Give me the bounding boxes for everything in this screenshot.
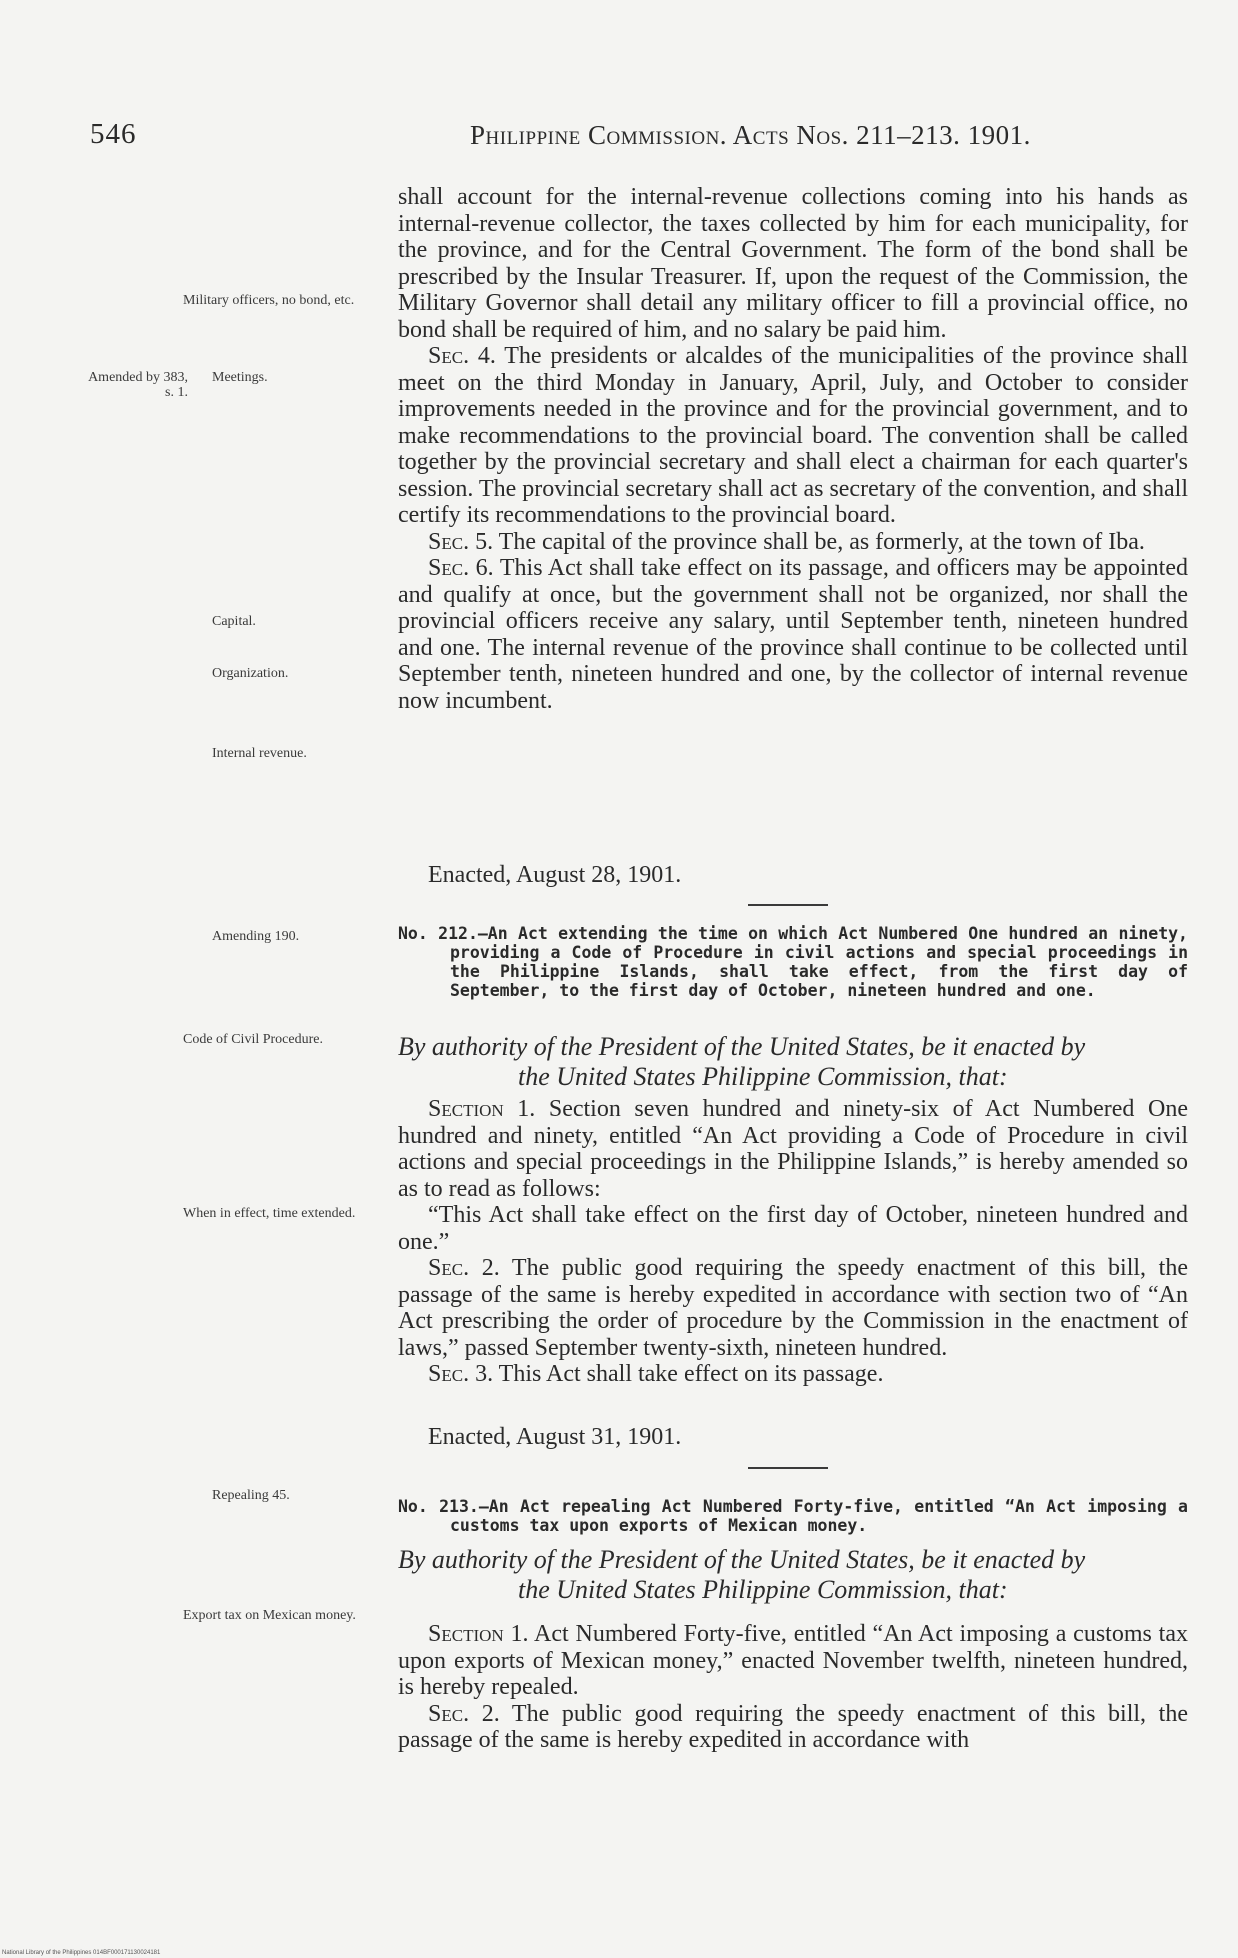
section-text: Section seven hundred and ninety-six of Act Numbered One hundred and ninety, entitled “An Act providing a Code of Procedure in civil actions and special proceedings in the Philippine Islands,” is hereby amended so as to read as follows: [398, 1096, 1189, 1202]
act-212-section-2 [398, 1255, 1188, 1361]
section-label: Sec. 6. [428, 555, 494, 581]
act-212-enacting-clause: By authority of the President of the United States, be it enacted by the United States Philippine Commission, that: [398, 1032, 1086, 1091]
margin-note-organization: Organization. [212, 666, 289, 681]
act-213-enacting-clause: By authority of the President of the United States, be it enacted by the United States Philippine Commission, that: [398, 1545, 1086, 1604]
margin-note-military-officers: Military officers, no bond, etc. [183, 293, 355, 308]
section-label: Sec. 2. [428, 1700, 500, 1727]
section-text: The public good requiring the speedy enactment of this bill, the passage of the same is hereby expedited in accordance with [398, 1700, 1188, 1753]
section-label: Sec. 5. [428, 528, 494, 555]
running-head: Philippine Commission. Acts Nos. 211–213. 1901. [470, 120, 1031, 150]
act-212-enacted-date: Enacted, August 31, 1901. [428, 1424, 682, 1450]
section-text: The public good requiring the speedy enactment of this bill, the passage of the same is hereby expedited in accordance with section two of “An Act prescribing the order of procedure by the Commission in the enactment of laws,” passed September twenty-sixth, nineteen hundred. [398, 1255, 1188, 1361]
section-label: Sec. 4. [428, 343, 496, 369]
act-212-quote: “This Act shall take effect on the first day of October, nineteen hundred and one.” [398, 1202, 1188, 1255]
section-text: This Act shall take effect on its passage, and officers may be appointed and qualify at once, but the government shall not be organized, nor shall the provincial officers receive any salary, until September tenth, nineteen hundred and one. The internal revenue of the province shall continue to be collected until September tenth, nineteen hundred and one, by the collector of internal revenue now incumbent. [398, 555, 1188, 714]
section-text: The capital of the province shall be, as formerly, at the town of Iba. [498, 528, 1145, 555]
act-213-body [398, 1621, 1188, 1754]
footer-credit: National Library of the Philippines 014BF000171130024181 [2, 1950, 161, 1956]
section-label: Sec. 3. [428, 1361, 494, 1387]
margin-note-meetings: Meetings. [212, 370, 268, 385]
act-211-enacted-date: Enacted, August 28, 1901. [428, 862, 682, 888]
section-label: Section 1. [428, 1621, 529, 1647]
margin-note-amending-190: Amending 190. [212, 929, 300, 944]
section-text: This Act shall take effect on its passage. [498, 1361, 884, 1387]
margin-note-repealing-45: Repealing 45. [212, 1488, 290, 1503]
page-number: 546 [90, 118, 137, 150]
act-212-section-3 [398, 1361, 1188, 1388]
section-text: Act Numbered Forty-five, entitled “An Act imposing a customs tax upon exports of Mexican money,” enacted November twelfth, nineteen hundred, is hereby repealed. [398, 1621, 1188, 1700]
margin-note-export-tax: Export tax on Mexican money. [183, 1608, 356, 1623]
act-211-body [398, 184, 1188, 714]
act-213-section-1 [398, 1621, 1188, 1701]
margin-note-internal-revenue: Internal revenue. [212, 746, 307, 761]
section-divider [748, 904, 828, 906]
section-divider [748, 1467, 828, 1469]
margin-note-code-civil-procedure: Code of Civil Procedure. [183, 1032, 323, 1047]
margin-note-capital: Capital. [212, 614, 256, 629]
section-text: The presidents or alcaldes of the municipalities of the province shall meet on the third Monday in January, April, July, and October to consider improvements needed in the province and for the provincial government, and to make recommendations to the provincial board. The convention shall be called together by the provincial secretary and shall elect a chairman for each quarter's session. The provincial secretary shall act as secretary of the convention, and shall certify its recommendations to the provincial board. [398, 343, 1188, 528]
page-header [90, 118, 1120, 158]
act-211-section-4 [398, 343, 1188, 529]
margin-note-when-in-effect: When in effect, time extended. [183, 1206, 356, 1221]
act-213-section-2 [398, 1701, 1188, 1754]
act-213-heading: No. 213.—An Act repealing Act Numbered Forty-five, entitled “An Act imposing a customs tax upon exports of Mexican money. [398, 1497, 1188, 1535]
act-211-paragraph: shall account for the internal-revenue collections coming into his hands as internal-revenue collector, the taxes collected by him for each municipality, for the province, and for the Central Government. The form of the bond shall be prescribed by the Insular Treasurer. If, upon the request of the Commission, the Military Governor shall detail any military officer to fill a provincial office, no bond shall be required of him, and no salary be paid him. [398, 184, 1188, 343]
section-label: Section 1. [428, 1096, 536, 1122]
act-211-section-6 [398, 555, 1188, 714]
act-212-body [398, 1096, 1188, 1388]
act-212-section-1 [398, 1096, 1188, 1202]
margin-note-amended: Amended by 383, s. 1. [88, 370, 188, 400]
section-label: Sec. 2. [428, 1255, 500, 1281]
act-211-section-5 [398, 529, 1188, 556]
act-212-heading: No. 212.—An Act extending the time on which Act Numbered One hundred an ninety, providing a Code of Procedure in civil actions and special proceedings in the Philippine Islands, shall take effect, from the first day of September, to the first day of October, nineteen hundred and one. [398, 924, 1188, 1000]
